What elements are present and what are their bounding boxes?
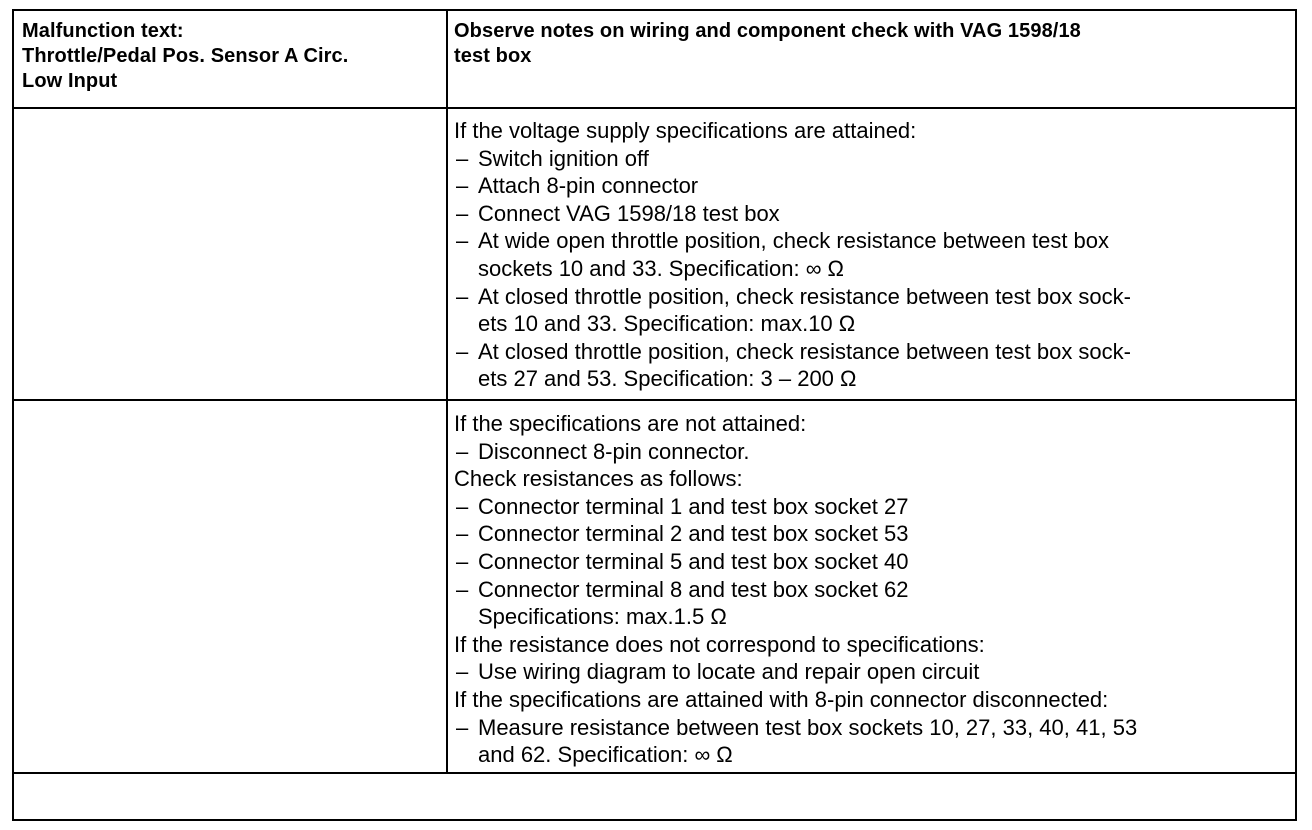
procedure-step-continued: ets 10 and 33. Specification: max.10 Ω [478,311,856,337]
terminal-check: – Connector terminal 8 and test box socket 62 [454,576,1290,604]
procedure-intro: If the specifications are not attained: [454,411,807,436]
procedure-condition: If the resistance does not correspond to specifications: [454,631,985,657]
procedure-step: – Switch ignition off [454,145,1290,173]
procedure-step-continued: and 62. Specification: ∞ Ω [478,742,733,768]
header-divider [14,107,1295,109]
column-divider [446,11,448,774]
procedure-step: – At closed throttle position, check resistance between test box sock- [454,283,1290,311]
procedure-step: – Use wiring diagram to locate and repair open circuit [454,658,1290,686]
procedure-step: – Disconnect 8-pin connector. [454,438,1290,466]
procedure-condition: If the specifications are attained with 8-pin connector disconnected: [454,686,1109,712]
resistance-check-procedure [454,410,1290,769]
header-left-line: Malfunction text: [22,20,184,42]
header-right-line: test box [454,45,532,67]
procedure-step: – Measure resistance between test box sockets 10, 27, 33, 40, 41, 53 [454,714,1290,742]
header-left-line: Throttle/Pedal Pos. Sensor A Circ. [22,45,349,67]
specification: Specifications: max.1.5 Ω [478,604,727,630]
row-divider-1 [14,399,1295,401]
row-divider-2 [14,772,1295,774]
terminal-check: – Connector terminal 2 and test box socket 53 [454,520,1290,548]
procedure-step: – Attach 8-pin connector [454,172,1290,200]
procedure-intro: If the voltage supply specifications are attained: [454,118,917,143]
header-right-line: Observe notes on wiring and component check with VAG 1598/18 [454,20,1081,42]
procedure-step: – At closed throttle position, check resistance between test box sock- [454,338,1290,366]
procedure-step: – At wide open throttle position, check resistance between test box [454,227,1290,255]
terminal-check: – Connector terminal 5 and test box socket 40 [454,548,1290,576]
procedure-heading: Check resistances as follows: [454,466,743,492]
diagnostic-table [12,9,1297,821]
procedure-step-continued: ets 27 and 53. Specification: 3 – 200 Ω [478,366,857,392]
voltage-supply-procedure [454,117,1290,393]
procedure-step: – Connect VAG 1598/18 test box [454,200,1290,228]
header-malfunction-text [22,19,437,94]
terminal-check: – Connector terminal 1 and test box socket 27 [454,493,1290,521]
header-notes [454,19,1284,69]
procedure-step-continued: sockets 10 and 33. Specification: ∞ Ω [478,255,844,281]
header-left-line: Low Input [22,70,118,92]
